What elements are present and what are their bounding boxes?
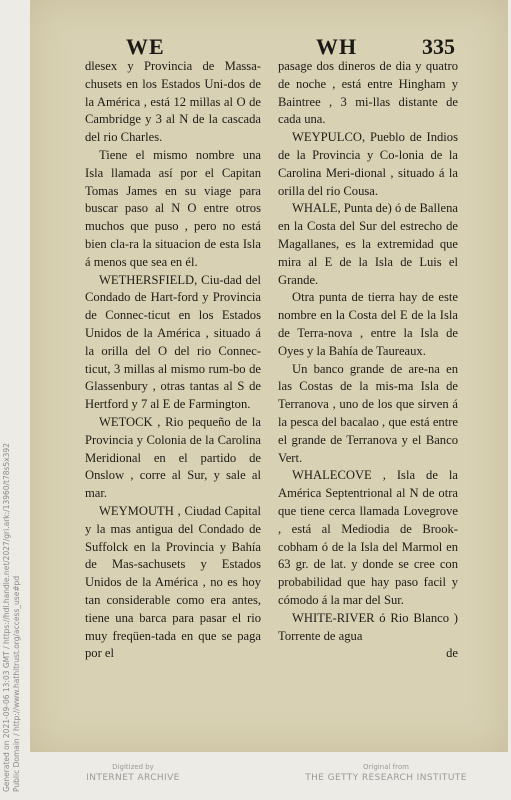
entry-paragraph: WHALECOVE , Isla de la América Septentrional al N de otra que tiene cerca llamada Lovegrove , está al Mediodia de Brook-cobham ó de la Isla del Marmol en 63 gr. de lat. y donde se cree con probabilidad que hay paso facil y cómodo á la mar del Sur. — [278, 468, 458, 607]
hathitrust-watermark — [2, 372, 22, 792]
catchword: de — [446, 646, 458, 661]
entry-paragraph: Otra punta de tierra hay de este nombre en la Costa del E de la Isla de Terra-nova , entre la Isla de Oyes y la Bahía de Taureaux. — [278, 290, 458, 358]
entry-paragraph: WHITE-RIVER ó Rio Blanco ) Torrente de agua — [278, 610, 458, 643]
entry-paragraph: WHALE, Punta de) ó de Ballena en la Costa del Sur del estrecho de Magallanes, es la extremidad que mira al E de la Isla de Luis el Grande. — [278, 201, 458, 287]
digitized-by-credit — [58, 762, 208, 785]
entry-paragraph: WEYMOUTH , Ciudad Capital y la mas antigua del Condado de Suffolck en la Provincia y Bahía de Mas-sachusets y Estados Unidos de la América , no es hoy tan considerable como era antes, tiene una barca para pasar el rio muy freqüen-tada en que se paga por el — [85, 503, 261, 661]
right-column — [278, 58, 458, 663]
internet-archive-label: INTERNET ARCHIVE — [86, 773, 180, 783]
left-column — [85, 58, 261, 663]
entry-paragraph: Tiene el mismo nombre una Isla llamada así por el Capitan Tomas James en su viage para buscar paso al N O entre otros muchos que puso , pero no está bien cla-ra la situacion de esta Isla á menos que sea en él. — [85, 147, 261, 269]
digitized-by-label: Digitized by — [112, 763, 154, 771]
original-from-credit — [296, 762, 476, 785]
getty-institute-label: THE GETTY RESEARCH INSTITUTE — [305, 773, 467, 783]
running-head-right: WH — [316, 34, 358, 59]
original-from-label: Original from — [363, 763, 409, 771]
entry-paragraph: dlesex y Provincia de Massa-chusets en los Estados Uni-dos de la América , está 12 millas al O de Cambridge y 3 al N de la cascada del rio Charles. — [85, 59, 261, 145]
watermark-line-1: Generated on 2021-09-06 13:03 GMT / https://hdl.handle.net/2027/gri.ark:/13960/t78s5x392 — [2, 443, 11, 792]
entry-paragraph: pasage dos dineros de dia y quatro de noche , está entre Hingham y Baintree , 3 mi-llas distante de cada una. — [278, 59, 458, 127]
page-number: 335 — [422, 34, 455, 59]
entry-paragraph: Un banco grande de are-na en las Costas de la mis-ma Isla de Terranova , uno de los que sirven á la pesca del bacalao , que está entre el grande de Terranova y el Banco Vert. — [278, 361, 458, 465]
entry-paragraph: WETOCK , Rio pequeño de la Provincia y Colonia de la Carolina Meridional en el partido de Onslow , corre al Sur, y sale al mar. — [85, 414, 261, 501]
entry-paragraph: WETHERSFIELD, Ciu-dad del Condado de Hart-ford y Provincia de Connec-ticut en los Estados Unidos de la América , situado á la orilla del O del rio Connec-ticut, 3 millas al mismo rum-bo de Glassenbury , otras tantas al S de Hertford y 7 al E de Farmington. — [85, 272, 261, 412]
entry-paragraph: WEYPULCO, Pueblo de Indios de la Provincia y Co-lonia de la Carolina Meri-dional , situado á la orilla del rio Cousa. — [278, 130, 458, 198]
running-head-left: WE — [126, 34, 165, 59]
watermark-line-2: Public Domain / http://www.hathitrust.org/access_use#pd — [12, 575, 21, 792]
